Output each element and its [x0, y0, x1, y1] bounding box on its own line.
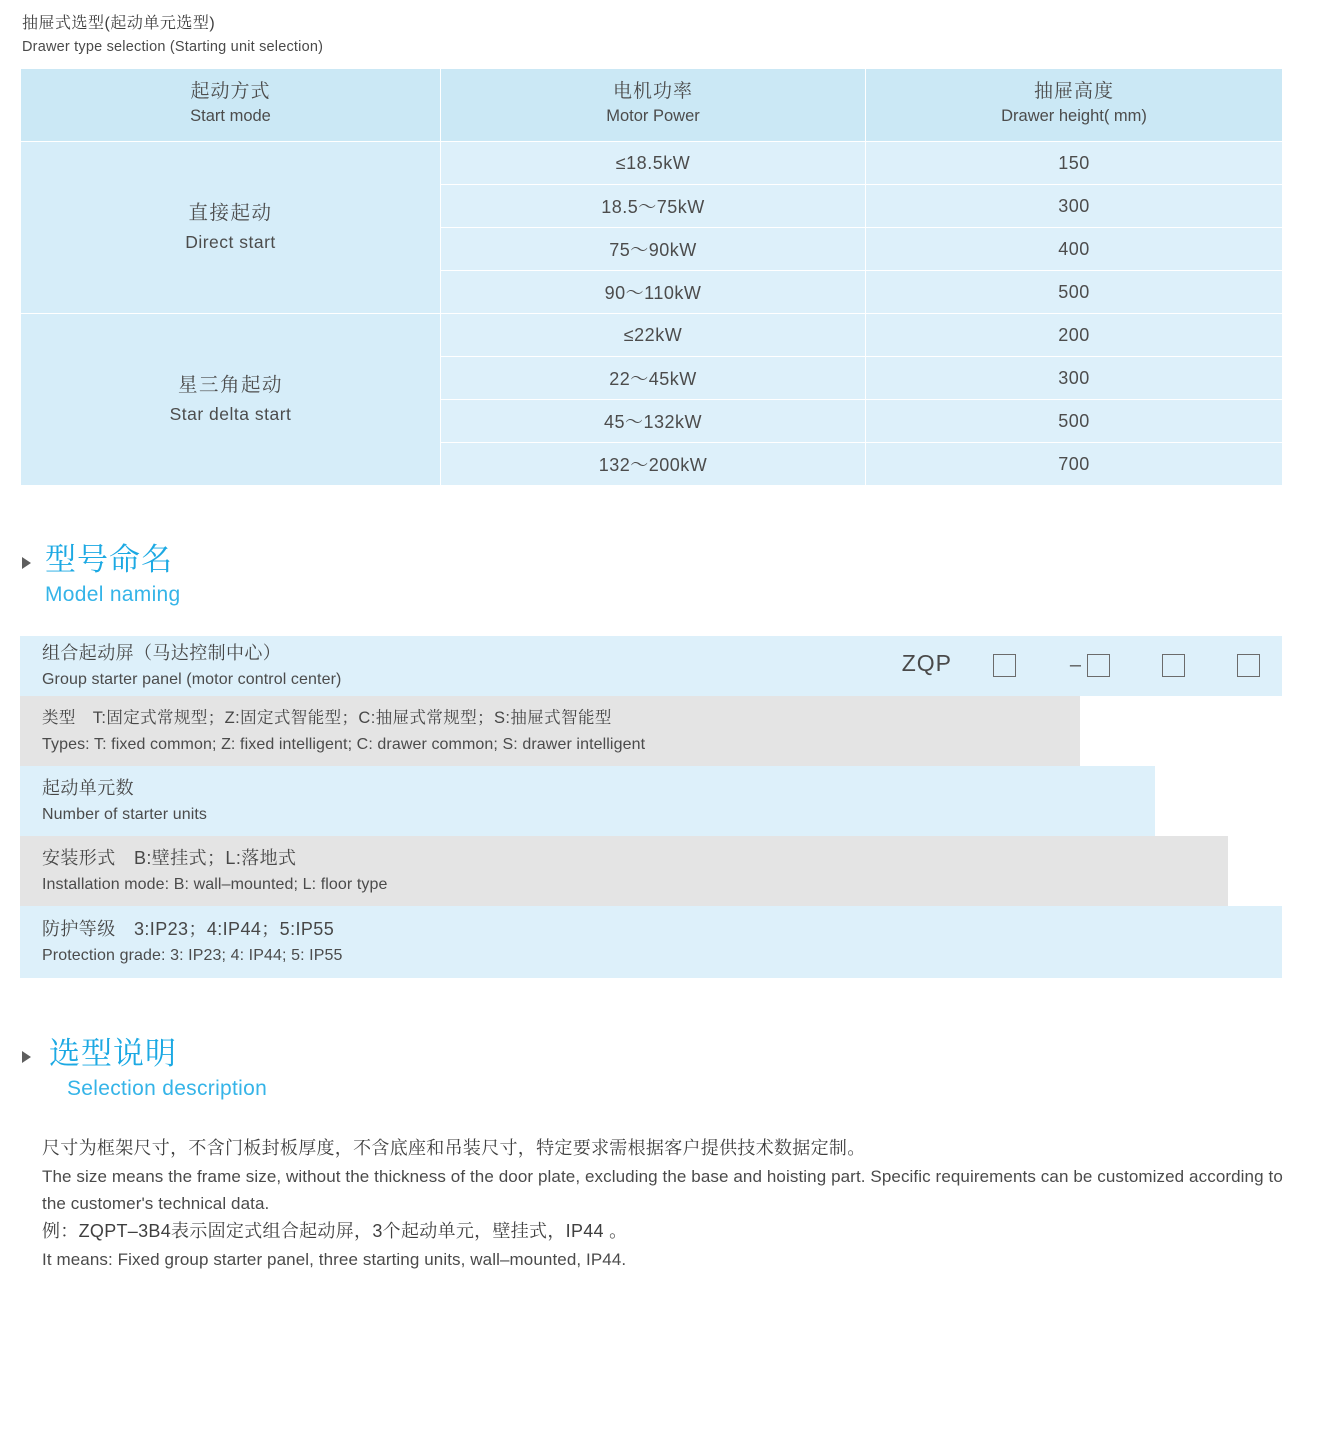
code-box-installation [1162, 654, 1185, 677]
cell-height: 150 [866, 142, 1283, 185]
cell-height: 300 [866, 185, 1283, 228]
cell-power: 22～45kW [441, 357, 866, 400]
naming-row-installation-cn: 安装形式 B:壁挂式；L:落地式 [42, 848, 297, 868]
naming-row-protection-en: Protection grade: 3: IP23; 4: IP44; 5: IP55 [42, 947, 343, 964]
header-motor-power [441, 69, 866, 142]
drawer-selection-caption [22, 12, 1302, 58]
header-motor-power-en: Motor Power [606, 107, 700, 125]
selection-description-text [20, 1134, 1302, 1273]
cell-height: 400 [866, 228, 1283, 271]
table-row [21, 314, 1283, 357]
model-naming-block [20, 636, 1282, 978]
header-start-mode [21, 69, 441, 142]
header-motor-power-cn: 电机功率 [612, 81, 693, 102]
mode-cell-star-delta-start [21, 314, 441, 486]
model-code-placeholders [993, 654, 1260, 677]
naming-row-protection [20, 906, 1282, 978]
naming-row-units [20, 766, 1155, 836]
cell-power: ≤22kW [441, 314, 866, 357]
cell-power: ≤18.5kW [441, 142, 866, 185]
cell-height: 500 [866, 271, 1283, 314]
naming-row-types [20, 696, 1080, 766]
code-box-protection [1237, 654, 1260, 677]
desc-line-1-cn: 尺寸为框架尺寸，不含门板封板厚度，不含底座和吊装尺寸，特定要求需根据客户提供技术数据定制。 [42, 1138, 866, 1158]
model-naming-heading [20, 540, 1302, 610]
cell-power: 132～200kW [441, 443, 866, 486]
selection-title-cn: 选型说明 [49, 1036, 177, 1071]
model-naming-title-cn: 型号命名 [45, 542, 173, 577]
model-naming-title-en: Model naming [45, 583, 181, 606]
table-header-row [21, 69, 1283, 142]
caption-cn: 抽屉式选型(起动单元选型) [22, 15, 216, 32]
cell-power: 45～132kW [441, 400, 866, 443]
header-start-mode-en: Start mode [190, 107, 271, 125]
cell-height: 300 [866, 357, 1283, 400]
model-code-zqp: ZQP [901, 650, 952, 676]
mode-cn: 星三角起动 [177, 373, 283, 396]
naming-row-units-en: Number of starter units [42, 806, 208, 823]
cell-power: 18.5～75kW [441, 185, 866, 228]
mode-cn: 直接起动 [188, 201, 273, 224]
cell-power: 75～90kW [441, 228, 866, 271]
table-row [21, 142, 1283, 185]
cell-height: 700 [866, 443, 1283, 486]
triangle-bullet-icon [22, 1051, 31, 1063]
mode-en: Direct start [185, 231, 276, 252]
caption-en: Drawer type selection (Starting unit selection) [22, 39, 324, 55]
mode-cell-direct-start [21, 142, 441, 314]
header-drawer-height-en: Drawer height( mm) [1001, 107, 1147, 125]
code-box-type [993, 654, 1016, 677]
naming-row-product-en: Group starter panel (motor control center) [42, 671, 342, 688]
naming-row-units-cn: 起动单元数 [42, 778, 134, 798]
header-start-mode-cn: 起动方式 [190, 81, 271, 102]
triangle-bullet-icon [22, 557, 31, 569]
cell-power: 90～110kW [441, 271, 866, 314]
desc-line-2-en: The size means the frame size, without the thickness of the door plate, excluding the base and hoisting part. Specific requirements can be customized according to the customer's technical data. [42, 1167, 1283, 1213]
selection-title-en: Selection description [67, 1077, 268, 1100]
drawer-spec-table [20, 68, 1283, 486]
cell-height: 500 [866, 400, 1283, 443]
code-box-units [1087, 654, 1110, 677]
mode-en: Star delta start [169, 403, 292, 424]
header-drawer-height [866, 69, 1283, 142]
naming-row-product-cn: 组合起动屏（马达控制中心） [42, 643, 282, 663]
cell-height: 200 [866, 314, 1283, 357]
naming-row-installation-en: Installation mode: B: wall–mounted; L: floor type [42, 876, 388, 893]
naming-row-types-cn: 类型 T:固定式常规型；Z:固定式智能型；C:抽屉式常规型；S:抽屉式智能型 [42, 709, 612, 727]
selection-description-heading [20, 1034, 1302, 1104]
naming-row-protection-cn: 防护等级 3:IP23；4:IP44；5:IP55 [42, 919, 335, 939]
naming-row-types-en: Types: T: fixed common; Z: fixed intelligent; C: drawer common; S: drawer intelligent [42, 736, 646, 753]
naming-row-installation [20, 836, 1228, 906]
desc-line-4-en: It means: Fixed group starter panel, three starting units, wall–mounted, IP44. [42, 1250, 627, 1269]
header-drawer-height-cn: 抽屉高度 [1033, 81, 1114, 102]
code-dash: – [1069, 654, 1081, 676]
desc-line-3-cn: 例：ZQPT–3B4表示固定式组合起动屏，3个起动单元，壁挂式，IP44 。 [42, 1221, 628, 1241]
